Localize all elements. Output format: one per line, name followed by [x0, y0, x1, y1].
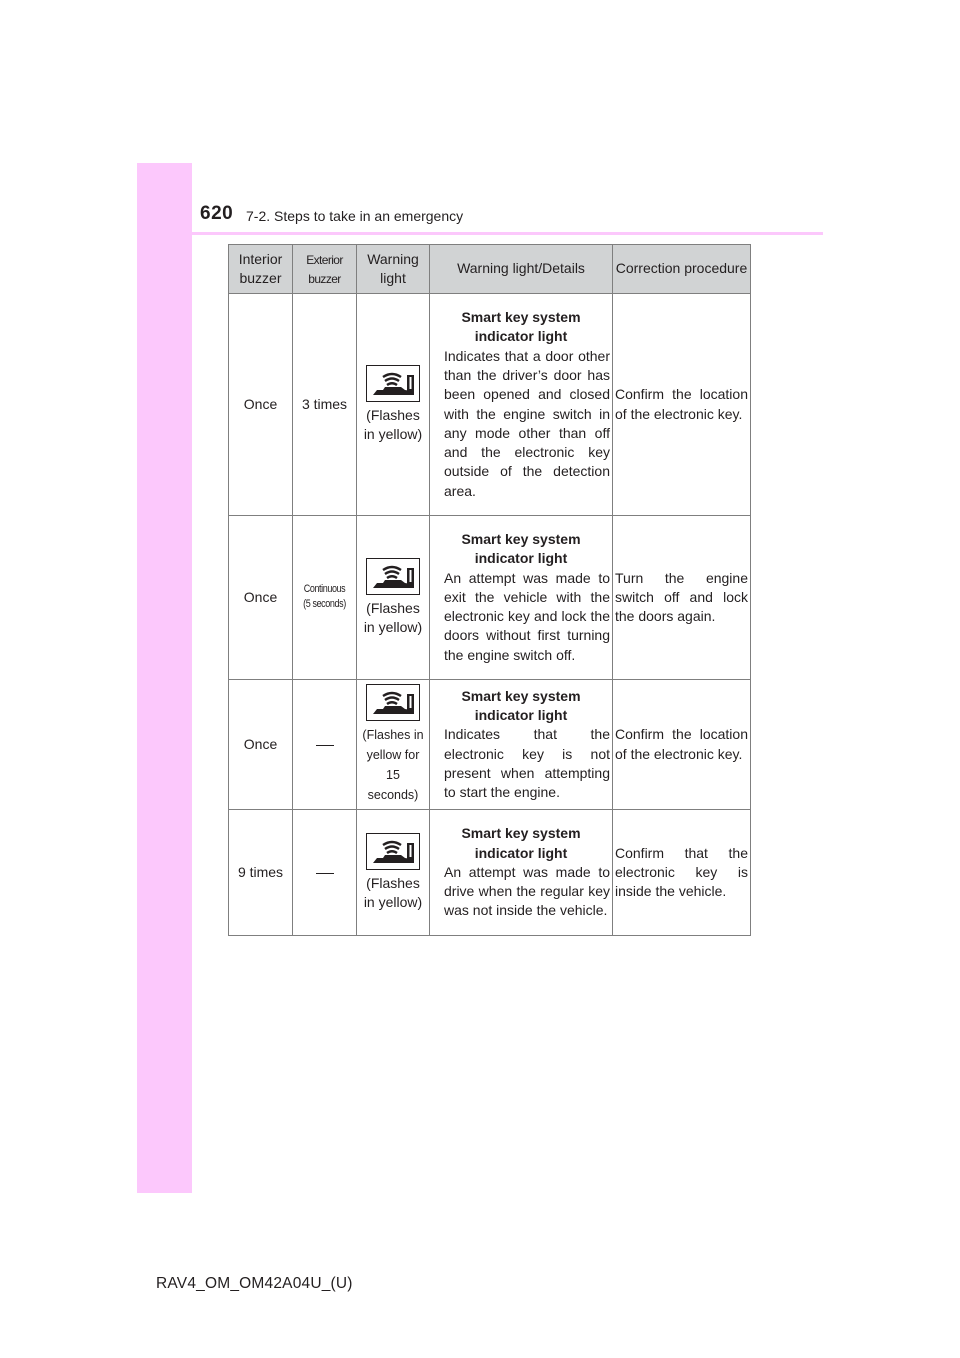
dash-mark — [316, 873, 334, 874]
warning-details-cell — [430, 294, 613, 516]
col-header-warning-details: Warning light/Details — [430, 245, 613, 294]
col-header-warning-light: Warning light — [357, 245, 430, 294]
warning-light-caption: (Flashes in yellow for 15 seconds) — [362, 728, 424, 802]
warning-table — [228, 244, 751, 936]
smart-key-indicator-icon — [366, 365, 420, 402]
correction-cell — [613, 810, 751, 936]
warning-details-cell — [430, 680, 613, 810]
dash-mark — [316, 745, 334, 746]
page-number: 620 — [200, 203, 234, 224]
exterior-buzzer-cell: 3 times — [293, 294, 357, 516]
document-code: RAV4_OM_OM42A04U_(U) — [156, 1275, 353, 1292]
correction-cell — [613, 294, 751, 516]
interior-buzzer-cell: Once — [229, 680, 293, 810]
correction-text: Turn the engine switch off and lock the doors again. — [615, 569, 748, 625]
table-row — [229, 516, 751, 680]
warning-light-caption: (Flashes in yellow) — [363, 874, 423, 910]
correction-text: Confirm the location of the electronic key. — [615, 726, 748, 762]
header-rule — [137, 232, 823, 235]
detail-body: An attempt was made to exit the vehicle with the electronic key and lock the doors without first turning the engine switch off. — [444, 569, 610, 663]
interior-buzzer-cell: Once — [229, 294, 293, 516]
table-header-row — [229, 245, 751, 294]
interior-buzzer-cell: 9 times — [229, 810, 293, 936]
table-row — [229, 810, 751, 936]
section-title: 7-2. Steps to take in an emergency — [246, 208, 464, 224]
smart-key-indicator-icon — [366, 684, 420, 721]
correction-cell — [613, 516, 751, 680]
detail-title: Smart key system indicator light — [461, 309, 581, 345]
table-row — [229, 680, 751, 810]
smart-key-indicator-icon — [366, 833, 420, 870]
warning-details-cell — [430, 516, 613, 680]
warning-details-cell — [430, 810, 613, 936]
warning-light-cell — [357, 294, 430, 516]
smart-key-indicator-icon — [366, 558, 420, 595]
warning-light-cell — [357, 810, 430, 936]
correction-cell — [613, 680, 751, 810]
exterior-buzzer-cell — [293, 810, 357, 936]
interior-buzzer-cell: Once — [229, 516, 293, 680]
correction-text: Confirm the location of the electronic key. — [615, 386, 748, 422]
col-header-interior-buzzer: Interior buzzer — [229, 245, 293, 294]
detail-title: Smart key system indicator light — [461, 825, 581, 861]
detail-body: Indicates that a door other than the driver’s door has been opened and closed with the engine switch in any mode other than off and the electronic key outside of the detection area. — [444, 347, 610, 499]
col-header-correction-procedure: Correction procedure — [613, 245, 751, 294]
table-row — [229, 294, 751, 516]
exterior-buzzer-cell: Continuous (5 seconds) — [293, 516, 357, 680]
exterior-buzzer-cell — [293, 680, 357, 810]
correction-text: Confirm that the electronic key is inside the vehicle. — [615, 844, 748, 900]
col-header-exterior-buzzer: Exterior buzzer — [293, 245, 357, 294]
detail-title: Smart key system indicator light — [461, 687, 581, 723]
detail-title: Smart key system indicator light — [461, 530, 581, 567]
detail-body: An attempt was made to drive when the regular key was not inside the vehicle. — [444, 863, 610, 919]
detail-body: Indicates that the electronic key is not present when attempting to start the engine. — [444, 726, 610, 801]
side-accent-band — [137, 163, 192, 1193]
warning-light-cell — [357, 680, 430, 810]
warning-light-caption: (Flashes in yellow) — [363, 599, 423, 635]
warning-light-caption: (Flashes in yellow) — [363, 406, 423, 442]
warning-light-cell — [357, 516, 430, 680]
